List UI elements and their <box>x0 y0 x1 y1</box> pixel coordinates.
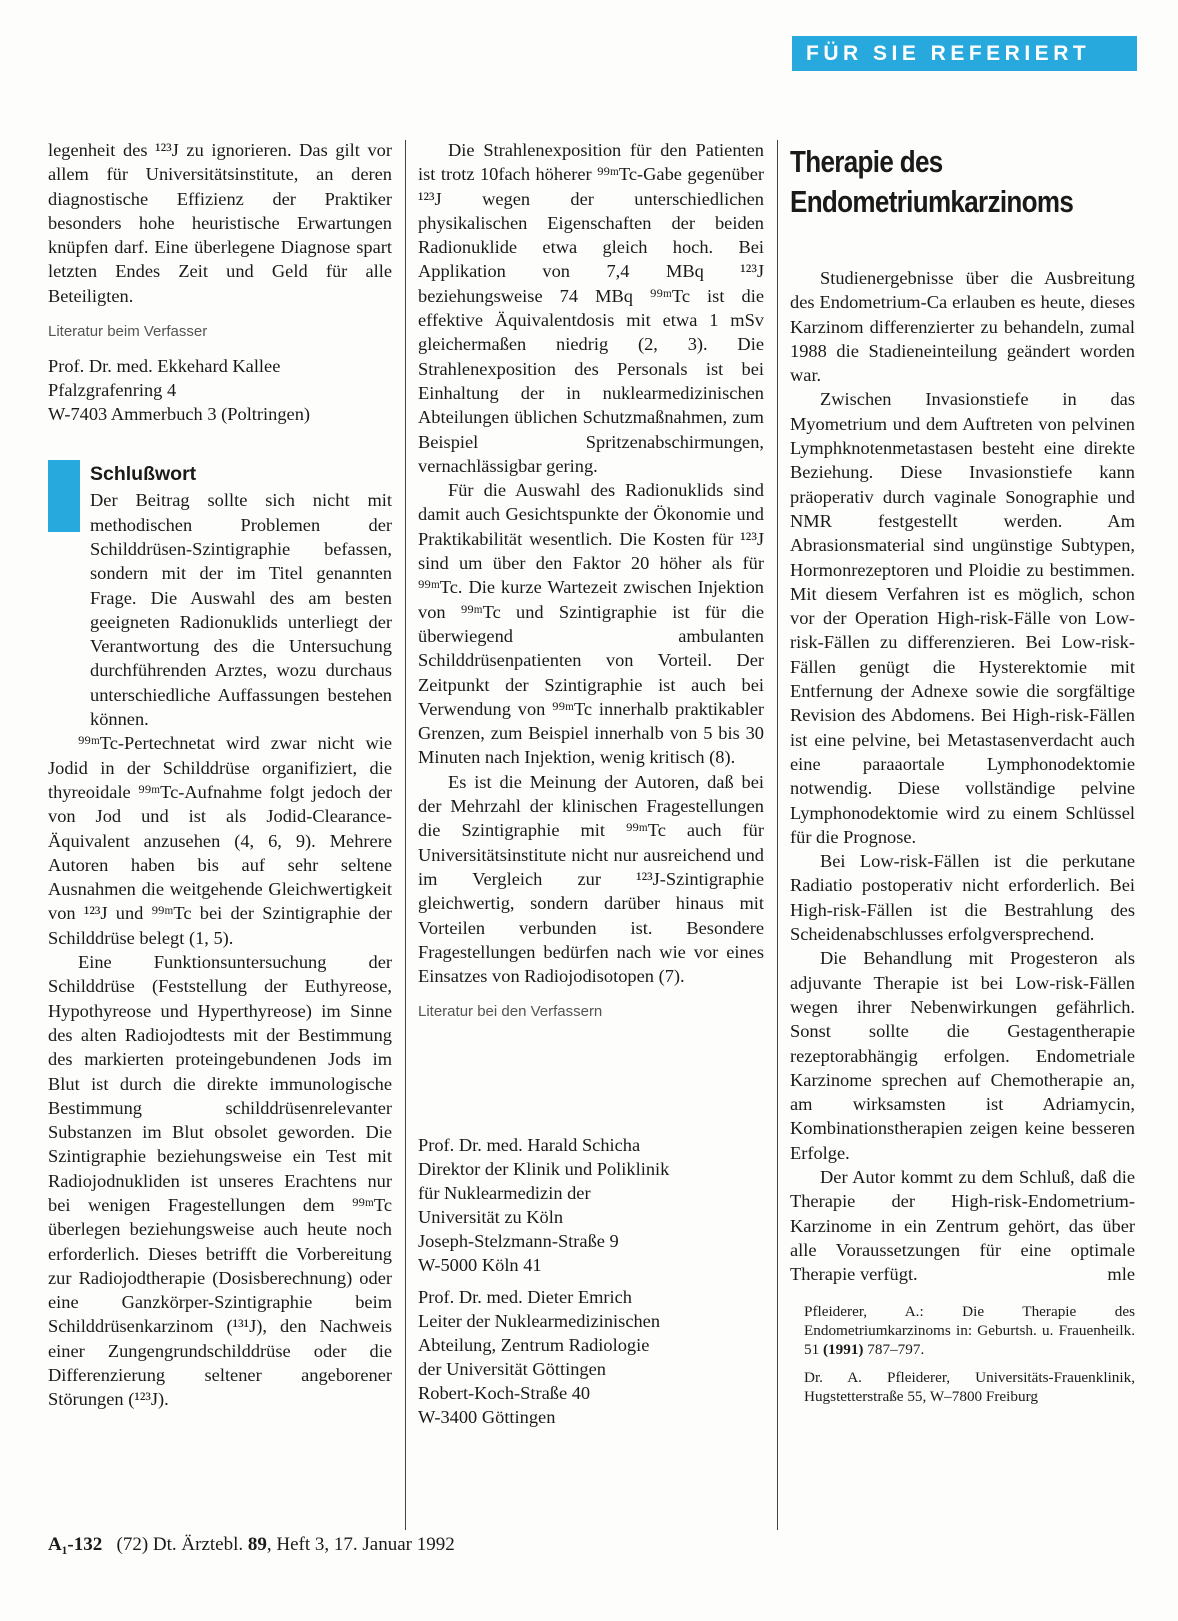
reference-author: Dr. A. Pfleiderer, Universitäts-Frauenklinik, Hugstetterstraße 55, W–7800 Freiburg <box>804 1369 1135 1406</box>
author-name: Prof. Dr. med. Ekkehard Kallee <box>48 356 281 377</box>
author-name: Prof. Dr. med. Dieter Emrich <box>418 1286 632 1307</box>
literature-note: Literatur bei den Verfassern <box>418 1003 603 1021</box>
title-line: Therapie des <box>790 144 943 179</box>
address-line: W-5000 Köln 41 <box>418 1254 542 1275</box>
section-marker <box>48 460 80 532</box>
column-middle <box>418 138 764 1429</box>
paragraph: Es ist die Meinung der Autoren, daß bei der Mehrzahl der klinischen Fragestellungen die Szintigraphie mit ⁹⁹ᵐTc auch für Universitätsinstitute nicht nur ausreichend und im Vergleich zur ¹²³J-Szintigraphie gleichwertig, sondern darüber hinaus mit Vorteilen verbunden ist. Besondere Fragestellungen bedürfen nach wie vor eines Einsatzes von Radiojodisotopen (7). <box>418 771 764 987</box>
page-number: A₁-132 <box>48 1534 103 1555</box>
address-line: Direktor der Klinik und Poliklinik <box>418 1158 670 1179</box>
paragraph: ⁹⁹ᵐTc-Pertechnetat wird zwar nicht wie Jodid in der Schilddrüse organifiziert, die thyreoidale ⁹⁹ᵐTc-Aufnahme folgt jedoch der von Jod und ist als Jodid-Clearance-Äquivalent anzusehen (4, 6, 9). Mehrere Autoren haben bis auf sehr seltene Ausnahmen die weitgehende Gleichwertigkeit von ¹²³J und ⁹⁹ᵐTc bei der Szintigraphie der Schilddrüse belegt (1, 5). <box>48 733 392 948</box>
column-divider <box>405 140 406 1530</box>
article-title <box>790 142 1143 222</box>
address-line: Leiter der Nuklearmedizinischen <box>418 1310 661 1331</box>
address-line: Abteilung, Zentrum Radiologie <box>418 1334 650 1355</box>
reference-pages: 787–797. <box>867 1341 925 1359</box>
address-line: W-7403 Ammerbuch 3 (Poltringen) <box>48 404 311 425</box>
paragraph <box>790 1165 1135 1286</box>
address-line: Joseph-Stelzmann-Straße 9 <box>418 1230 619 1251</box>
section-header <box>48 460 392 731</box>
column-divider <box>777 140 778 1530</box>
title-line: Endometriumkarzinoms <box>790 184 1074 219</box>
volume-number: 89 <box>247 1534 267 1555</box>
issue-date: , Heft 3, 17. Januar 1992 <box>266 1534 455 1555</box>
author-address <box>48 354 392 426</box>
address-line: Pfalzgrafenring 4 <box>48 380 177 401</box>
address-line: für Nuklearmedizin der <box>418 1182 591 1203</box>
author-signature: mle <box>1107 1264 1135 1285</box>
author-name: Prof. Dr. med. Harald Schicha <box>418 1134 641 1155</box>
address-line: Robert-Koch-Straße 40 <box>418 1382 591 1403</box>
paragraph: legenheit des ¹²³J zu ignorieren. Das gilt vor allem für Universitätsinstitute, an deren diagnostische Effizienz der Praktiker besonders hohe heuristische Erwartungen knüpfen darf. Eine überlegene Diagnose spart letzten Endes Zeit und Geld für alle Beteiligten. <box>48 140 392 306</box>
journal-name: (72) Dt. Ärztebl. <box>116 1534 244 1555</box>
paragraph: Eine Funktionsuntersuchung der Schilddrüse (Feststellung der Euthyreose, Hypothyreose und Hyperthyreose) im Sinne des alten Radiojodtests mit der Bestimmung des markierten proteingebundenen Jods im Blut ist durch die direkte immunologische Bestimmung schilddrüsenrelevanter Substanzen im Blut obsolet geworden. Die Szintigraphie beziehungsweise ein Test mit Radiojodnukliden ist unseres Erachtens nur bei wenigen Fragestellungen dem ⁹⁹ᵐTc überlegen beziehungsweise auch heute noch erforderlich. Dieses betrifft die Vorbereitung zur Radiojodtherapie (Dosisberechnung) oder eine Ganzkörper-Szintigraphie beim Schilddrüsenkarzinom (¹³¹J), den Nachweis einer Zungengrundschilddrüse oder die Differenzierung seltener angeborener Störungen (¹²³J). <box>48 952 392 1410</box>
reference-text: Pfleiderer, A.: Die Therapie des Endometriumkarzinoms in: Geburtsh. u. Frauenheilk. 51 <box>804 1303 1135 1359</box>
section-label-banner: FÜR SIE REFERIERT <box>792 36 1137 71</box>
reference-year: (1991) <box>822 1341 864 1359</box>
paragraph: Der Beitrag sollte sich nicht mit methodischen Problemen der Schilddrüsen-Szintigraphie befassen, sondern mit der im Titel genannten Frage. Die Auswahl des am besten geeigneten Radionuklids unterliegt der Verantwortung des die Untersuchung durchführenden Arztes, wozu durchaus unterschiedliche Auffassungen bestehen können. <box>90 490 392 730</box>
paragraph: Die Strahlenexposition für den Patienten ist trotz 10fach höherer ⁹⁹ᵐTc-Gabe gegenüber ¹²³J wegen der unterschiedlichen physikalischen Eigenschaften der beiden Radionuklide etwa gleich hoch. Bei Applikation von 7,4 MBq ¹²³J beziehungsweise 74 MBq ⁹⁹ᵐTc ist die effektive Äquivalentdosis mit etwa 1 mSv gleichermaßen niedrig (2, 3). Die Strahlenexposition des Personals ist bei Einhaltung der in nuklearmedizinischen Abteilungen üblichen Schutzmaßnahmen, zum Beispiel Spritzenabschirmungen, vernachlässigbar gering. <box>418 140 764 476</box>
address-line: Universität zu Köln <box>418 1206 564 1227</box>
literature-note: Literatur beim Verfasser <box>48 323 208 341</box>
reference <box>804 1302 1135 1359</box>
author-address <box>418 1133 764 1277</box>
address-line: der Universität Göttingen <box>418 1358 606 1379</box>
column-right <box>790 142 1135 1415</box>
paragraph: Bei Low-risk-Fällen ist die perkutane Radiatio postoperativ nicht erforderlich. Bei High-risk-Fällen ist die Bestrahlung des Scheidenabschlusses erfolgversprechend. <box>790 851 1135 945</box>
author-address <box>418 1285 764 1429</box>
address-line: W-3400 Göttingen <box>418 1406 556 1427</box>
page-footer <box>48 1534 455 1556</box>
paragraph: Die Behandlung mit Progesteron als adjuvante Therapie ist bei Low-risk-Fällen wegen ihrer Nebenwirkungen gefährlich. Sonst sollte die Gestagentherapie rezeptorabhängig erfolgen. Endometriale Karzinome sprechen auf Chemotherapie an, am wirksamsten ist Adriamycin, Kombinationstherapien zeigen keine besseren Erfolge. <box>790 948 1135 1163</box>
section-title: Schlußwort <box>90 463 197 486</box>
paragraph: Für die Auswahl des Radionuklids sind damit auch Gesichtspunkte der Ökonomie und Praktikabilität wesentlich. Die Kosten für ¹²³J sind um über den Faktor 20 höher als für ⁹⁹ᵐTc. Die kurze Wartezeit zwischen Injektion von ⁹⁹ᵐTc und Szintigraphie ist für die überwiegend ambulanten Schilddrüsenpatienten von Vorteil. Der Zeitpunkt der Szintigraphie ist auch bei Verwendung von ⁹⁹ᵐTc innerhalb praktikabler Grenzen, zum Beispiel innerhalb von 5 bis 30 Minuten nach Injektion, wenig kritisch (8). <box>418 480 764 768</box>
references <box>790 1302 1135 1406</box>
column-left <box>48 138 392 1412</box>
paragraph-text: Der Autor kommt zu dem Schluß, daß die Therapie der High-risk-Endometrium-Karzinome in ein Zentrum gehört, das über alle Voraussetzungen für eine optimale Therapie verfügt. <box>790 1166 1135 1285</box>
paragraph: Studienergebnisse über die Ausbreitung des Endometrium-Ca erlauben es heute, dieses Karzinom differenzierter zu behandeln, zumal 1988 die Stadieneinteilung geändert worden war. <box>790 268 1135 386</box>
paragraph: Zwischen Invasionstiefe in das Myometrium und dem Auftreten von pelvinen Lymphknotenmetastasen besteht eine direkte Beziehung. Diese Invasionstiefe kann präoperativ durch vaginale Sonographie und NMR festgestellt werden. Am Abrasionsmaterial sind ungünstige Subtypen, Hormonrezeptoren und Ploidie zu bestimmen. Mit diesem Verfahren ist es möglich, schon vor der Operation High-risk-Fälle von Low-risk-Fällen zu differenzieren. Bei Low-risk-Fällen genügt die Hysterektomie mit Entfernung der Adnexe sowie die sorgfältige Revision des Abdomens. Bei High-risk-Fällen ist eine pelvine, bei Metastasenverdacht auch eine paraaortale Lymphonodektomie notwendig. Diese vollständige pelvine Lymphonodektomie wird zu einem Schlüssel für die Prognose. <box>790 389 1135 847</box>
